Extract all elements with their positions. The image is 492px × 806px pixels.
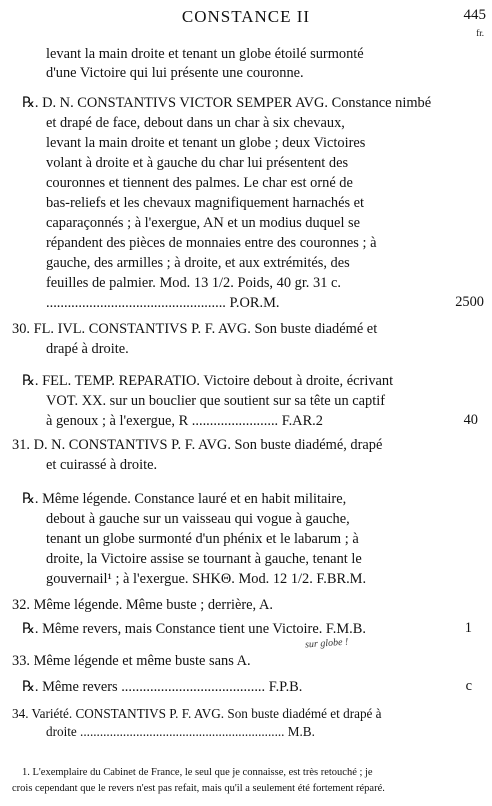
text-line: droite, la Victoire assise se tournant à gauche, tenant le: [46, 551, 362, 567]
text-line: caparaçonnés ; à l'exergue, AN et un modius duquel se: [46, 215, 361, 231]
text-line: debout à gauche sur un vaisseau qui vogue à gauche,: [46, 511, 350, 527]
text-line: drapé à droite.: [46, 341, 129, 357]
text-line: 34. Variété. CONSTANTIVS P. F. AVG. Son buste diadémé et drapé à: [12, 706, 382, 721]
text-line: VOT. XX. sur un bouclier que soutient sur sa tête un captif: [46, 393, 386, 409]
text-line: bas-reliefs et les chevaux magnifiquement harnachés et: [46, 195, 365, 211]
footnote-line: crois cependant que le revers n'est pas refait, mais qu'il a seulement été fortement réparé.: [12, 783, 385, 794]
text-line: répandent des pièces de monnaies entre des couronnes ; à: [46, 235, 377, 251]
footnote-line: 1. L'exemplaire du Cabinet de France, le seul que je connaisse, est très retouché ; je: [22, 767, 373, 778]
text-line: feuilles de palmier. Mod. 13 1/2. Poids, 40 gr. 31 c.: [46, 275, 341, 291]
text-line: ℞. FEL. TEMP. REPARATIO. Victoire debout à droite, écrivant: [22, 373, 394, 389]
text-line: et drapé de face, debout dans un char à six chevaux,: [46, 115, 345, 131]
text-line: à genoux ; à l'exergue, R ........................ F.AR.2: [46, 413, 323, 429]
text-line: ℞. Même revers, mais Constance tient une Victoire. F.M.B.: [22, 621, 366, 637]
text-line: couronnes et tiennent des palmes. Le char est orné de: [46, 175, 353, 191]
text-line: tenant un globe surmonté d'un phénix et le labarum ; à: [46, 531, 359, 547]
text-line: ℞. D. N. CONSTANTIVS VICTOR SEMPER AVG. Constance nimbé: [22, 95, 432, 111]
value-cell: 2500: [455, 294, 484, 310]
page-title: CONSTANCE II: [181, 7, 311, 26]
text-line: levant la main droite et tenant un globe étoilé surmonté: [46, 46, 364, 62]
text-line: 30. FL. IVL. CONSTANTIVS P. F. AVG. Son buste diadémé et: [12, 321, 378, 337]
value-cell: c: [465, 678, 472, 694]
text-line: .................................................. P.OR.M.: [46, 295, 280, 311]
text-line: 31. D. N. CONSTANTIVS P. F. AVG. Son buste diadémé, drapé: [12, 437, 383, 453]
text-line: ℞. Même légende. Constance lauré et en habit militaire,: [22, 491, 347, 507]
text-line: gauche, des armilles ; à droite, et aux extrémités, des: [46, 255, 350, 271]
text-line: gouvernail¹ ; à l'exergue. SHKΘ. Mod. 12 1/2. F.BR.M.: [46, 571, 367, 587]
text-line: volant à droite et à gauche du char lui présentent des: [46, 155, 349, 171]
page-number: 445: [463, 7, 486, 23]
handwritten-annotation: sur globe !: [304, 636, 349, 651]
text-line: et cuirassé à droite.: [46, 457, 158, 473]
text-line: 32. Même légende. Même buste ; derrière, A.: [12, 597, 273, 613]
text-line: 33. Même légende et même buste sans A.: [12, 653, 251, 669]
currency-unit: fr.: [476, 28, 484, 38]
text-line: d'une Victoire qui lui présente une couronne.: [46, 65, 304, 81]
text-line: levant la main droite et tenant un globe ; deux Victoires: [46, 135, 366, 151]
text-line: droite .............................................................. M.B.: [46, 724, 315, 739]
value-cell: 40: [463, 412, 478, 428]
value-cell: 1: [464, 620, 472, 636]
text-line: ℞. Même revers ........................................ F.P.B.: [22, 679, 303, 695]
